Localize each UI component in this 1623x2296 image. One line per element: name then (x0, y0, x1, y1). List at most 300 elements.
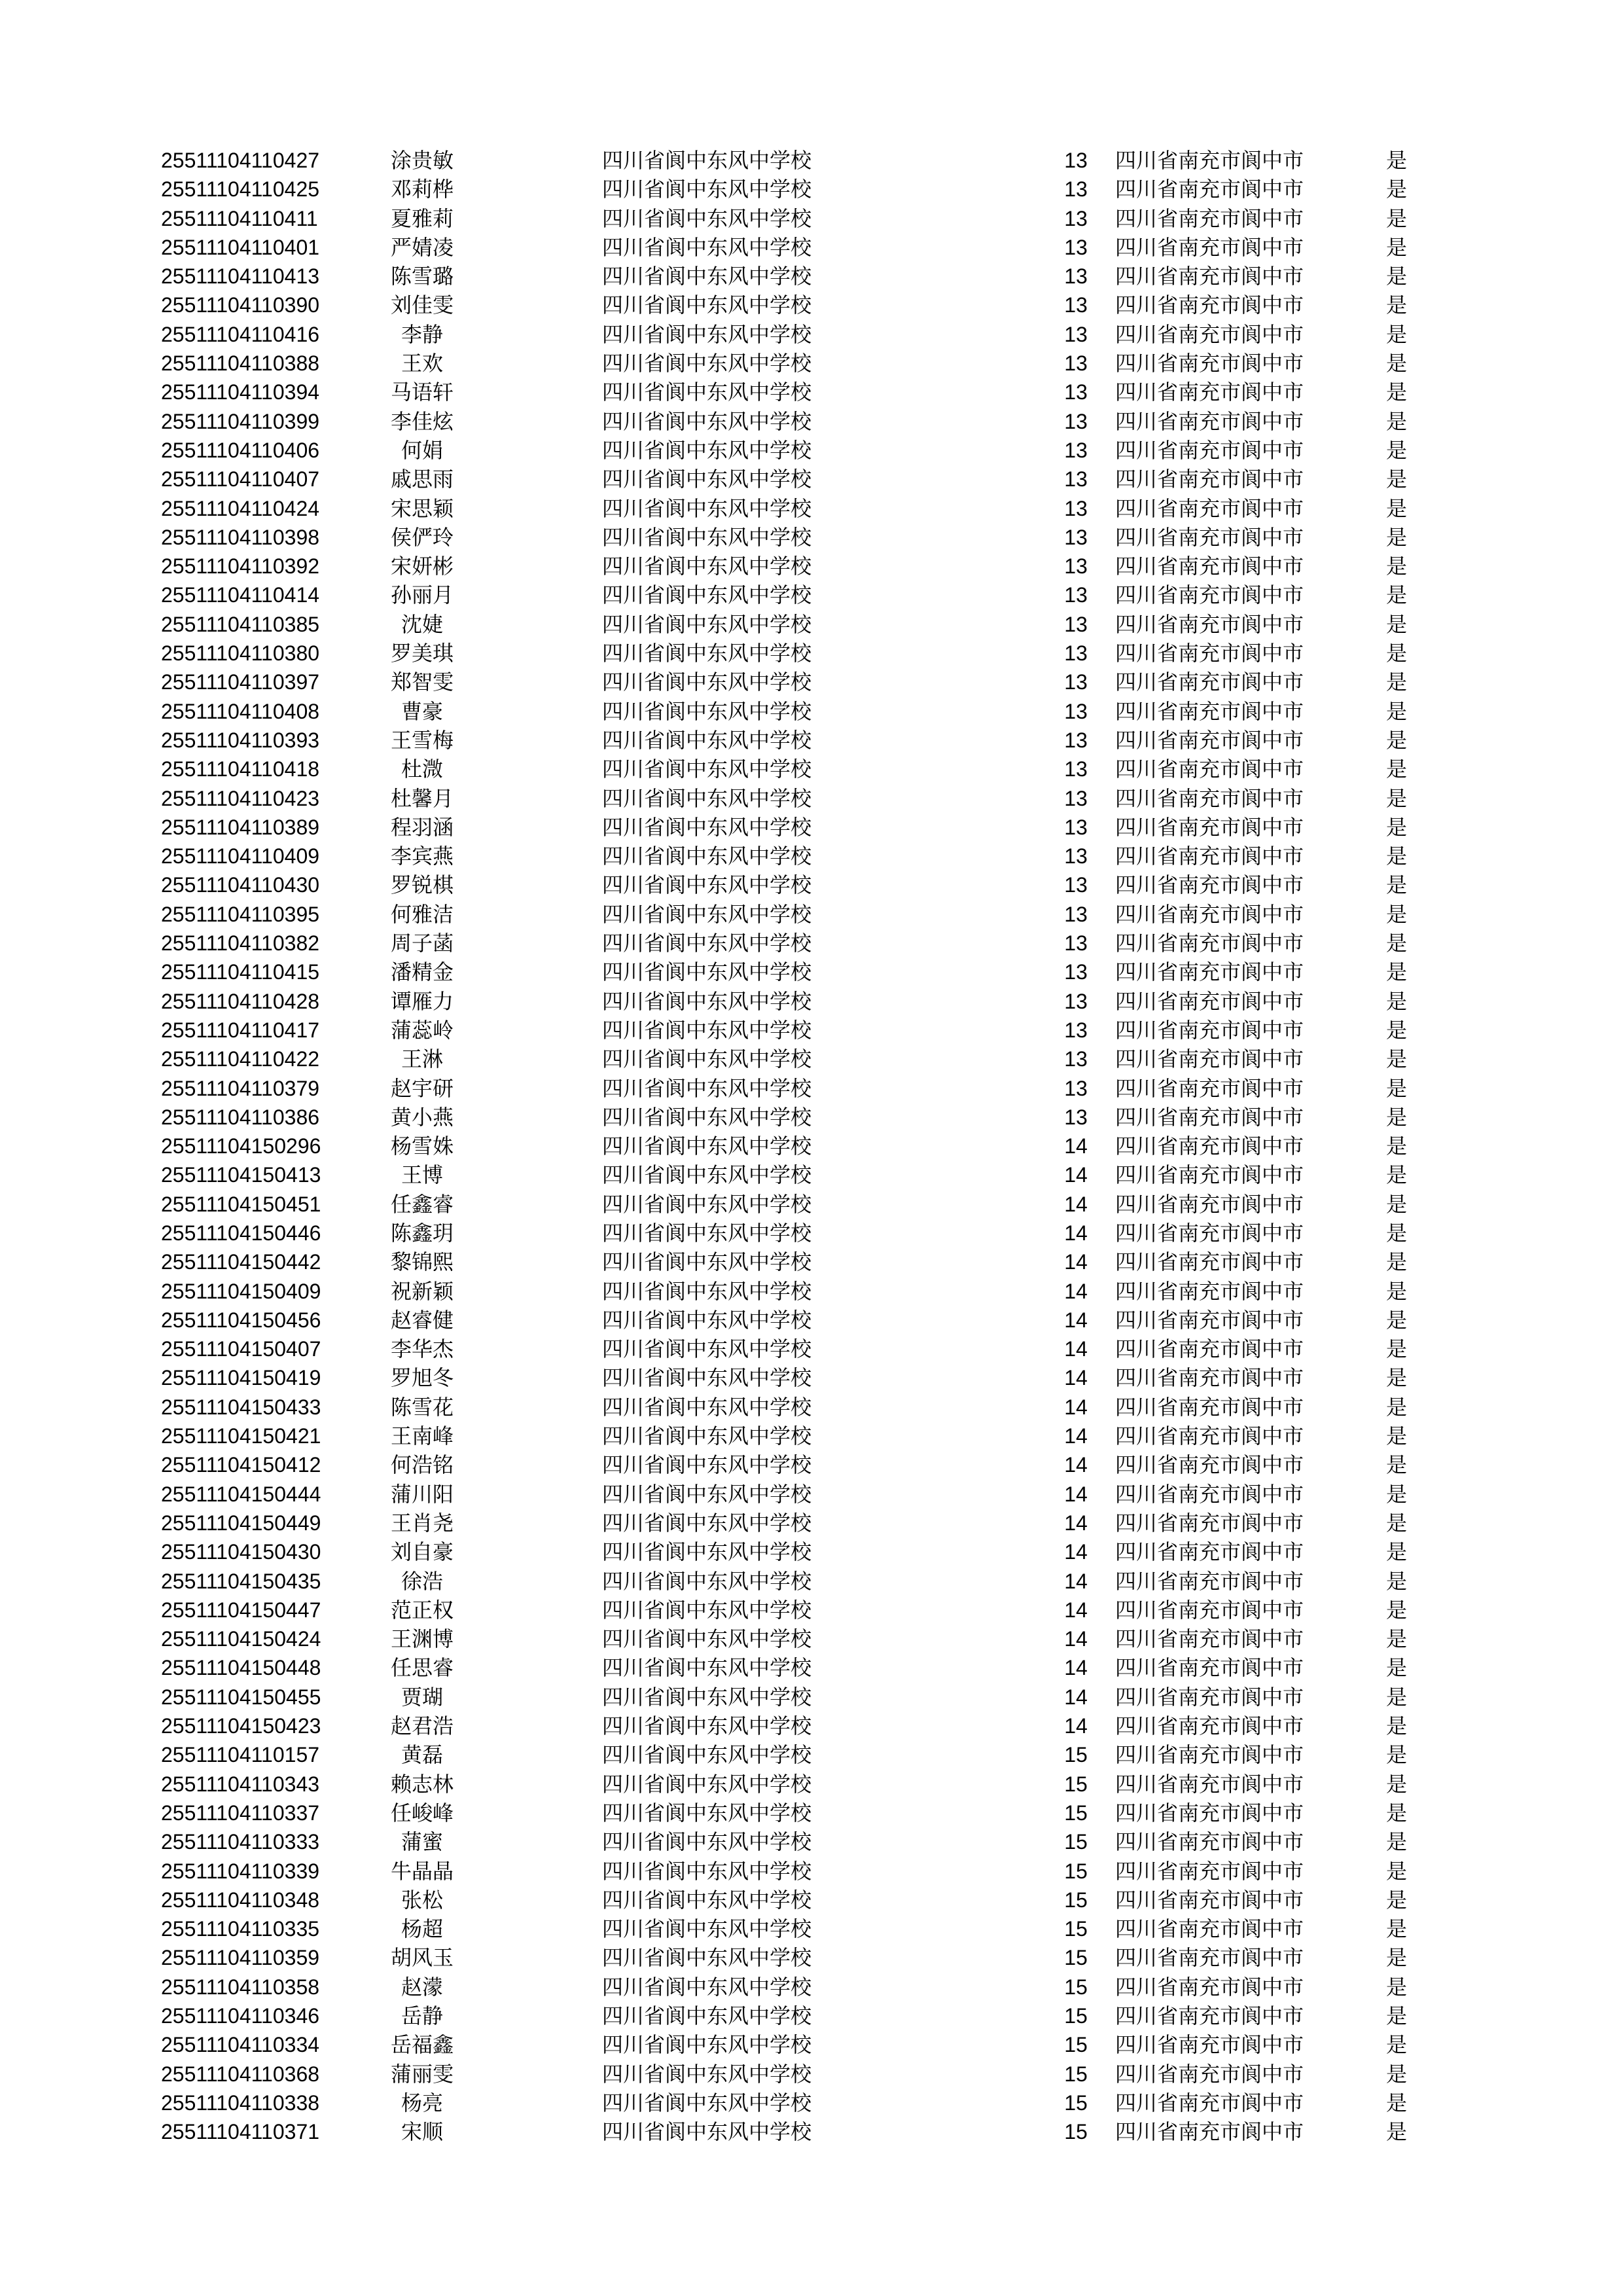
spacer-cell (471, 378, 602, 406)
class-number-cell: 13 (1064, 235, 1088, 259)
class-number-cell: 13 (1064, 525, 1088, 549)
student-id-cell: 25511104110428 (161, 989, 320, 1013)
student-id-cell: 25511104110393 (161, 728, 320, 752)
region-cell: 四川省南充市阆中市 (1115, 467, 1304, 492)
eligibility-flag-cell: 是 (1386, 901, 1408, 927)
student-id-cell: 25511104110379 (161, 1076, 320, 1100)
student-id-cell: 25511104110392 (161, 554, 320, 579)
spacer-cell (471, 523, 602, 552)
eligibility-flag-cell: 是 (1386, 1162, 1408, 1188)
school-name-cell: 四川省阆中东风中学校 (602, 1539, 812, 1565)
region-cell: 四川省南充市阆中市 (1115, 1162, 1304, 1188)
student-name-cell: 王南峰 (390, 1424, 454, 1449)
eligibility-flag-cell: 是 (1386, 1510, 1408, 1535)
student-id-cell: 25511104150435 (161, 1569, 321, 1593)
eligibility-flag-cell: 是 (1386, 148, 1408, 173)
spacer-cell (471, 1857, 602, 1886)
spacer-cell (471, 987, 602, 1016)
eligibility-flag-cell: 是 (1386, 2061, 1408, 2087)
class-number-cell: 14 (1064, 1192, 1088, 1216)
school-name-cell: 四川省阆中东风中学校 (602, 1307, 812, 1333)
eligibility-flag-cell: 是 (1386, 1771, 1408, 1797)
eligibility-flag-cell: 是 (1386, 1249, 1408, 1275)
student-id-cell: 25511104150407 (161, 1337, 321, 1361)
eligibility-flag-cell: 是 (1386, 495, 1408, 521)
spacer-cell (471, 2060, 602, 2089)
spacer-cell (471, 842, 602, 870)
student-name-cell: 蒲丽雯 (390, 2061, 454, 2087)
table-row (161, 784, 1444, 813)
student-name-cell: 张松 (401, 1887, 443, 1912)
school-name-cell: 四川省阆中东风中学校 (602, 988, 812, 1014)
student-id-cell: 25511104110430 (161, 873, 320, 897)
table-row (161, 1016, 1444, 1045)
student-name-cell: 黎锦熙 (390, 1249, 454, 1275)
table-row (161, 2030, 1444, 2059)
student-name-cell: 谭雁力 (390, 988, 454, 1014)
class-number-cell: 13 (1064, 960, 1088, 984)
student-id-cell: 25511104110157 (161, 1743, 320, 1767)
school-name-cell: 四川省阆中东风中学校 (602, 380, 812, 405)
school-name-cell: 四川省阆中东风中学校 (602, 1452, 812, 1478)
table-row (161, 233, 1444, 262)
spacer-cell (471, 1973, 602, 2001)
table-row (161, 958, 1444, 986)
spacer-cell (471, 900, 602, 929)
eligibility-flag-cell: 是 (1386, 1684, 1408, 1710)
student-id-cell: 25511104110389 (161, 815, 320, 839)
table-row (161, 1567, 1444, 1596)
spacer-cell (471, 1740, 602, 1769)
region-cell: 四川省南充市阆中市 (1115, 351, 1304, 376)
class-number-cell: 14 (1064, 1337, 1088, 1361)
student-name-cell: 陈雪花 (390, 1394, 454, 1420)
eligibility-flag-cell: 是 (1386, 1539, 1408, 1565)
school-name-cell: 四川省阆中东风中学校 (602, 437, 812, 463)
region-cell: 四川省南充市阆中市 (1115, 148, 1304, 173)
eligibility-flag-cell: 是 (1386, 2032, 1408, 2058)
spacer-cell (471, 726, 602, 755)
school-name-cell: 四川省阆中东风中学校 (602, 1075, 812, 1101)
eligibility-flag-cell: 是 (1386, 293, 1408, 318)
student-id-cell: 25511104110406 (161, 438, 320, 462)
student-name-cell: 杨雪姝 (390, 1134, 454, 1159)
table-row (161, 1480, 1444, 1509)
spacer-cell (471, 784, 602, 813)
region-cell: 四川省南充市阆中市 (1115, 264, 1304, 289)
school-name-cell: 四川省阆中东风中学校 (602, 844, 812, 869)
table-row (161, 1914, 1444, 1943)
class-number-cell: 14 (1064, 1482, 1088, 1506)
class-number-cell: 14 (1064, 1540, 1088, 1564)
spacer-cell (471, 1914, 602, 1943)
school-name-cell: 四川省阆中东风中学校 (602, 1047, 812, 1072)
school-name-cell: 四川省阆中东风中学校 (602, 583, 812, 608)
class-number-cell: 13 (1064, 322, 1088, 346)
spacer-cell (471, 262, 602, 291)
school-name-cell: 四川省阆中东风中学校 (602, 1626, 812, 1652)
student-name-cell: 胡风玉 (390, 1945, 454, 1971)
student-id-cell: 25511104110422 (161, 1047, 320, 1071)
region-cell: 四川省南充市阆中市 (1115, 2119, 1304, 2145)
table-row (161, 2001, 1444, 2030)
student-id-cell: 25511104150423 (161, 1714, 321, 1738)
region-cell: 四川省南充市阆中市 (1115, 1568, 1304, 1594)
school-name-cell: 四川省阆中东风中学校 (602, 2032, 812, 2058)
student-id-cell: 25511104150412 (161, 1453, 321, 1477)
eligibility-flag-cell: 是 (1386, 988, 1408, 1014)
class-number-cell: 14 (1064, 1134, 1088, 1158)
region-cell: 四川省南充市阆中市 (1115, 1684, 1304, 1710)
table-row (161, 1827, 1444, 1856)
class-number-cell: 15 (1064, 1743, 1088, 1767)
student-id-cell: 25511104110401 (161, 235, 320, 259)
table-row (161, 146, 1444, 175)
student-id-cell: 25511104110382 (161, 931, 320, 956)
school-name-cell: 四川省阆中东风中学校 (602, 814, 812, 840)
spacer-cell (471, 581, 602, 609)
class-number-cell: 13 (1064, 873, 1088, 897)
region-cell: 四川省南充市阆中市 (1115, 814, 1304, 840)
school-name-cell: 四川省阆中东风中学校 (602, 1887, 812, 1912)
spacer-cell (471, 465, 602, 493)
region-cell: 四川省南充市阆中市 (1115, 785, 1304, 811)
eligibility-flag-cell: 是 (1386, 785, 1408, 811)
eligibility-flag-cell: 是 (1386, 1597, 1408, 1623)
eligibility-flag-cell: 是 (1386, 1887, 1408, 1912)
class-number-cell: 13 (1064, 264, 1088, 289)
spacer-cell (471, 436, 602, 465)
school-name-cell: 四川省阆中东风中学校 (602, 1424, 812, 1449)
table-row (161, 987, 1444, 1016)
region-cell: 四川省南充市阆中市 (1115, 524, 1304, 550)
class-number-cell: 13 (1064, 554, 1088, 579)
student-table (161, 146, 1444, 2146)
spacer-cell (471, 668, 602, 696)
school-name-cell: 四川省阆中东风中学校 (602, 321, 812, 347)
school-name-cell: 四川省阆中东风中学校 (602, 1800, 812, 1825)
student-id-cell: 25511104110371 (161, 2120, 320, 2144)
student-id-cell: 25511104150455 (161, 1685, 321, 1709)
class-number-cell: 13 (1064, 438, 1088, 462)
eligibility-flag-cell: 是 (1386, 1945, 1408, 1971)
class-number-cell: 13 (1064, 699, 1088, 723)
spacer-cell (471, 1770, 602, 1799)
student-name-cell: 李静 (401, 321, 443, 347)
class-number-cell: 13 (1064, 583, 1088, 607)
student-name-cell: 周子菡 (390, 931, 454, 956)
spacer-cell (471, 146, 602, 175)
student-id-cell: 25511104150444 (161, 1482, 321, 1506)
student-id-cell: 25511104110343 (161, 1772, 320, 1796)
class-number-cell: 15 (1064, 2062, 1088, 2086)
table-row (161, 1653, 1444, 1682)
school-name-cell: 四川省阆中东风中学校 (602, 641, 812, 666)
region-cell: 四川省南充市阆中市 (1115, 1134, 1304, 1159)
student-id-cell: 25511104150456 (161, 1308, 321, 1332)
eligibility-flag-cell: 是 (1386, 698, 1408, 724)
student-id-cell: 25511104150449 (161, 1511, 321, 1535)
student-name-cell: 严婧凌 (390, 234, 454, 260)
eligibility-flag-cell: 是 (1386, 234, 1408, 260)
eligibility-flag-cell: 是 (1386, 2003, 1408, 2028)
school-name-cell: 四川省阆中东风中学校 (602, 1249, 812, 1275)
student-name-cell: 何浩铭 (390, 1452, 454, 1478)
table-row (161, 1537, 1444, 1566)
table-row (161, 1770, 1444, 1799)
eligibility-flag-cell: 是 (1386, 177, 1408, 202)
region-cell: 四川省南充市阆中市 (1115, 1249, 1304, 1275)
school-name-cell: 四川省阆中东风中学校 (602, 1742, 812, 1768)
spacer-cell (471, 1219, 602, 1247)
region-cell: 四川省南充市阆中市 (1115, 1626, 1304, 1652)
spacer-cell (471, 1045, 602, 1073)
school-name-cell: 四川省阆中东风中学校 (602, 1916, 812, 1942)
spacer-cell (471, 813, 602, 842)
eligibility-flag-cell: 是 (1386, 1307, 1408, 1333)
table-row (161, 1306, 1444, 1335)
class-number-cell: 15 (1064, 2004, 1088, 2028)
school-name-cell: 四川省阆中东风中学校 (602, 2003, 812, 2028)
region-cell: 四川省南充市阆中市 (1115, 1191, 1304, 1217)
student-name-cell: 刘佳雯 (390, 293, 454, 318)
region-cell: 四川省南充市阆中市 (1115, 1916, 1304, 1942)
region-cell: 四川省南充市阆中市 (1115, 2032, 1304, 2058)
school-name-cell: 四川省阆中东风中学校 (602, 495, 812, 521)
student-id-cell: 25511104110425 (161, 177, 320, 202)
student-name-cell: 涂贵敏 (390, 148, 454, 173)
eligibility-flag-cell: 是 (1386, 351, 1408, 376)
student-id-cell: 25511104110333 (161, 1830, 320, 1854)
class-number-cell: 13 (1064, 670, 1088, 694)
school-name-cell: 四川省阆中东风中学校 (602, 698, 812, 724)
student-id-cell: 25511104110338 (161, 2090, 320, 2115)
eligibility-flag-cell: 是 (1386, 2119, 1408, 2145)
eligibility-flag-cell: 是 (1386, 931, 1408, 956)
table-row (161, 1363, 1444, 1392)
region-cell: 四川省南充市阆中市 (1115, 1655, 1304, 1681)
class-number-cell: 14 (1064, 1163, 1088, 1187)
spacer-cell (471, 639, 602, 668)
school-name-cell: 四川省阆中东风中学校 (602, 960, 812, 985)
region-cell: 四川省南充市阆中市 (1115, 1829, 1304, 1855)
student-id-cell: 25511104110418 (161, 757, 320, 781)
table-row (161, 204, 1444, 233)
eligibility-flag-cell: 是 (1386, 1017, 1408, 1043)
table-row (161, 1219, 1444, 1247)
class-number-cell: 13 (1064, 902, 1088, 926)
school-name-cell: 四川省阆中东风中学校 (602, 1104, 812, 1130)
student-name-cell: 王雪梅 (390, 727, 454, 753)
student-id-cell: 25511104110368 (161, 2062, 320, 2086)
student-id-cell: 25511104110388 (161, 351, 320, 376)
school-name-cell: 四川省阆中东风中学校 (602, 1713, 812, 1739)
student-id-cell: 25511104110409 (161, 844, 320, 869)
table-row (161, 1045, 1444, 1073)
eligibility-flag-cell: 是 (1386, 1713, 1408, 1739)
class-number-cell: 13 (1064, 641, 1088, 666)
class-number-cell: 14 (1064, 1395, 1088, 1419)
eligibility-flag-cell: 是 (1386, 437, 1408, 463)
student-name-cell: 宋顺 (401, 2119, 443, 2145)
student-name-cell: 李宾燕 (390, 844, 454, 869)
student-id-cell: 25511104110380 (161, 641, 320, 666)
spacer-cell (471, 1480, 602, 1509)
region-cell: 四川省南充市阆中市 (1115, 1858, 1304, 1884)
spacer-cell (471, 175, 602, 204)
table-row (161, 842, 1444, 870)
student-id-cell: 25511104150446 (161, 1221, 321, 1245)
class-number-cell: 13 (1064, 1105, 1088, 1129)
region-cell: 四川省南充市阆中市 (1115, 1336, 1304, 1362)
region-cell: 四川省南充市阆中市 (1115, 1945, 1304, 1971)
school-name-cell: 四川省阆中东风中学校 (602, 1162, 812, 1188)
table-row (161, 900, 1444, 929)
region-cell: 四川省南充市阆中市 (1115, 1307, 1304, 1333)
region-cell: 四川省南充市阆中市 (1115, 1394, 1304, 1420)
table-row (161, 378, 1444, 406)
student-id-cell: 25511104110337 (161, 1801, 320, 1825)
eligibility-flag-cell: 是 (1386, 1481, 1408, 1507)
school-name-cell: 四川省阆中东风中学校 (602, 2090, 812, 2115)
eligibility-flag-cell: 是 (1386, 408, 1408, 434)
table-row (161, 755, 1444, 783)
spacer-cell (471, 1335, 602, 1363)
region-cell: 四川省南充市阆中市 (1115, 988, 1304, 1014)
school-name-cell: 四川省阆中东风中学校 (602, 1017, 812, 1043)
table-row (161, 639, 1444, 668)
region-cell: 四川省南充市阆中市 (1115, 1075, 1304, 1101)
spacer-cell (471, 1363, 602, 1392)
class-number-cell: 15 (1064, 1801, 1088, 1825)
table-row (161, 1596, 1444, 1624)
student-name-cell: 王博 (401, 1162, 443, 1188)
student-name-cell: 王淋 (401, 1047, 443, 1072)
table-row (161, 581, 1444, 609)
table-row (161, 610, 1444, 639)
table-row (161, 1857, 1444, 1886)
school-name-cell: 四川省阆中东风中学校 (602, 1597, 812, 1623)
table-row (161, 2060, 1444, 2089)
school-name-cell: 四川省阆中东风中学校 (602, 901, 812, 927)
region-cell: 四川省南充市阆中市 (1115, 234, 1304, 260)
school-name-cell: 四川省阆中东风中学校 (602, 1655, 812, 1681)
student-name-cell: 马语轩 (390, 380, 454, 405)
student-id-cell: 25511104110398 (161, 525, 320, 549)
school-name-cell: 四川省阆中东风中学校 (602, 1568, 812, 1594)
student-id-cell: 25511104150451 (161, 1192, 321, 1216)
school-name-cell: 四川省阆中东风中学校 (602, 670, 812, 695)
spacer-cell (471, 291, 602, 319)
eligibility-flag-cell: 是 (1386, 1134, 1408, 1159)
student-id-cell: 25511104150447 (161, 1598, 321, 1622)
class-number-cell: 15 (1064, 1830, 1088, 1854)
class-number-cell: 13 (1064, 931, 1088, 956)
eligibility-flag-cell: 是 (1386, 641, 1408, 666)
eligibility-flag-cell: 是 (1386, 554, 1408, 579)
student-id-cell: 25511104110394 (161, 380, 320, 404)
spacer-cell (471, 1160, 602, 1189)
eligibility-flag-cell: 是 (1386, 1829, 1408, 1855)
class-number-cell: 14 (1064, 1714, 1088, 1738)
student-id-cell: 25511104110339 (161, 1859, 320, 1883)
student-name-cell: 杜溦 (401, 757, 443, 782)
school-name-cell: 四川省阆中东风中学校 (602, 1220, 812, 1246)
spacer-cell (471, 1277, 602, 1306)
student-name-cell: 黄磊 (401, 1742, 443, 1768)
eligibility-flag-cell: 是 (1386, 206, 1408, 231)
spacer-cell (471, 1393, 602, 1422)
spacer-cell (471, 1247, 602, 1276)
class-number-cell: 13 (1064, 612, 1088, 636)
school-name-cell: 四川省阆中东风中学校 (602, 1134, 812, 1159)
student-id-cell: 25511104150430 (161, 1540, 321, 1564)
table-row (161, 465, 1444, 493)
student-id-cell: 25511104150424 (161, 1627, 321, 1651)
spacer-cell (471, 1653, 602, 1682)
spacer-cell (471, 1596, 602, 1624)
table-row (161, 2117, 1444, 2146)
table-row (161, 1247, 1444, 1276)
student-id-cell: 25511104110397 (161, 670, 320, 694)
school-name-cell: 四川省阆中东风中学校 (602, 177, 812, 202)
class-number-cell: 15 (1064, 2033, 1088, 2057)
region-cell: 四川省南充市阆中市 (1115, 1481, 1304, 1507)
region-cell: 四川省南充市阆中市 (1115, 2090, 1304, 2115)
student-id-cell: 25511104110407 (161, 467, 320, 492)
eligibility-flag-cell: 是 (1386, 1191, 1408, 1217)
spacer-cell (471, 1422, 602, 1450)
class-number-cell: 13 (1064, 351, 1088, 376)
student-name-cell: 祝新颖 (390, 1278, 454, 1304)
student-id-cell: 25511104150448 (161, 1656, 321, 1680)
school-name-cell: 四川省阆中东风中学校 (602, 234, 812, 260)
student-id-cell: 25511104110395 (161, 902, 320, 926)
class-number-cell: 13 (1064, 815, 1088, 839)
class-number-cell: 13 (1064, 844, 1088, 869)
school-name-cell: 四川省阆中东风中学校 (602, 1394, 812, 1420)
spacer-cell (471, 1683, 602, 1712)
class-number-cell: 14 (1064, 1221, 1088, 1245)
student-id-cell: 25511104110408 (161, 699, 320, 723)
school-name-cell: 四川省阆中东风中学校 (602, 351, 812, 376)
student-id-cell: 25511104150433 (161, 1395, 321, 1419)
region-cell: 四川省南充市阆中市 (1115, 321, 1304, 347)
student-id-cell: 25511104110348 (161, 1888, 320, 1912)
student-id-cell: 25511104110414 (161, 583, 320, 607)
eligibility-flag-cell: 是 (1386, 1075, 1408, 1101)
student-name-cell: 戚思雨 (390, 467, 454, 492)
student-name-cell: 刘自豪 (390, 1539, 454, 1565)
student-name-cell: 蒲蕊岭 (390, 1017, 454, 1043)
region-cell: 四川省南充市阆中市 (1115, 1017, 1304, 1043)
region-cell: 四川省南充市阆中市 (1115, 1424, 1304, 1449)
student-name-cell: 陈雪璐 (390, 264, 454, 289)
spacer-cell (471, 1074, 602, 1103)
student-name-cell: 任鑫睿 (390, 1191, 454, 1217)
class-number-cell: 15 (1064, 1772, 1088, 1796)
class-number-cell: 14 (1064, 1569, 1088, 1593)
eligibility-flag-cell: 是 (1386, 2090, 1408, 2115)
spacer-cell (471, 1016, 602, 1045)
spacer-cell (471, 1827, 602, 1856)
table-row (161, 1393, 1444, 1422)
table-row (161, 291, 1444, 319)
table-row (161, 1683, 1444, 1712)
class-number-cell: 15 (1064, 2090, 1088, 2115)
school-name-cell: 四川省阆中东风中学校 (602, 785, 812, 811)
spacer-cell (471, 1103, 602, 1132)
